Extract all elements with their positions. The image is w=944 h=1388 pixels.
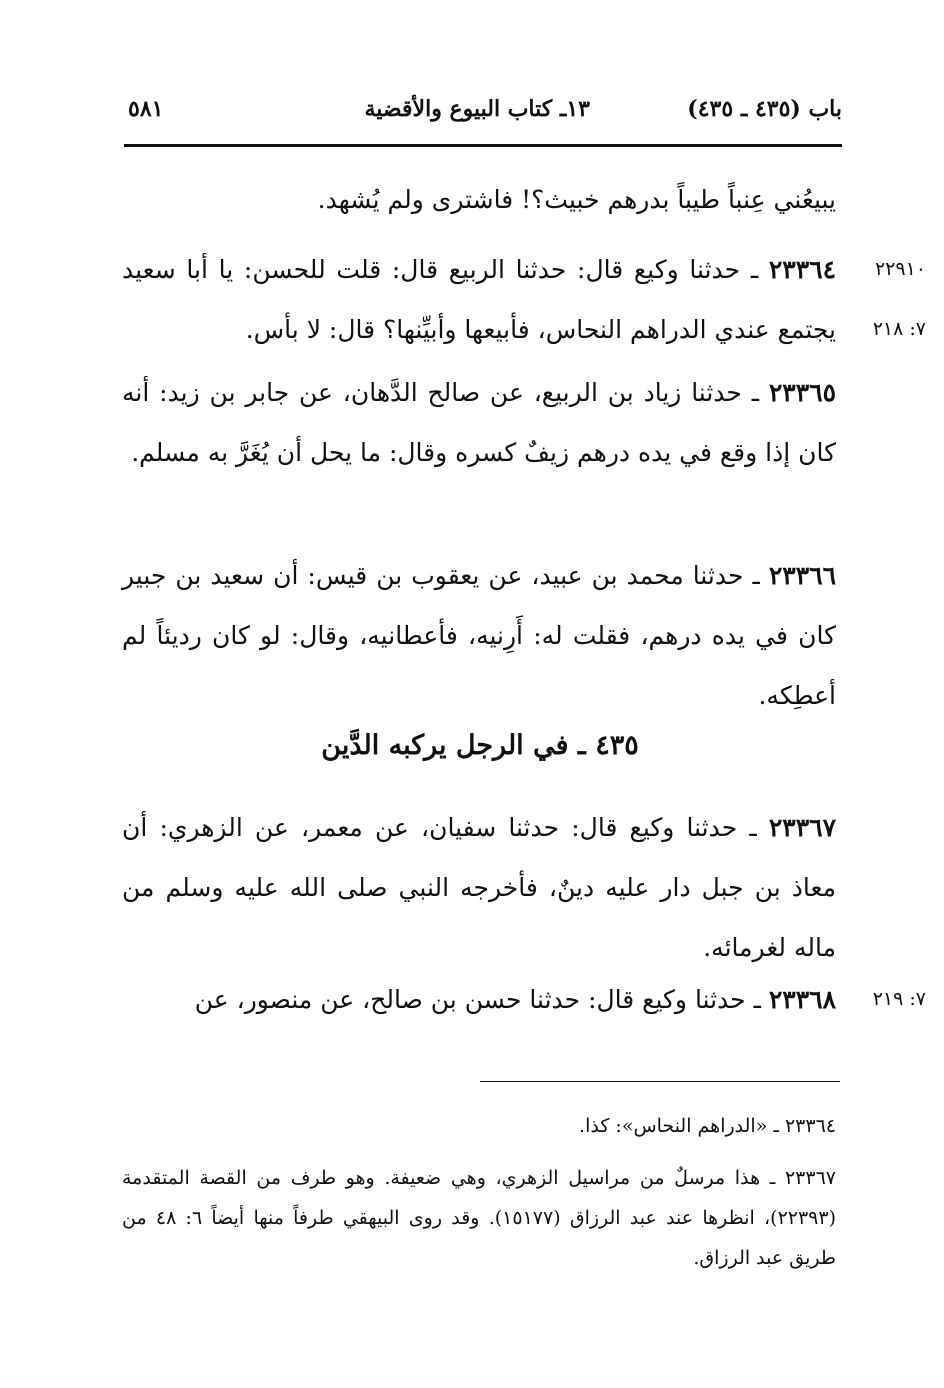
hadith-text: ـ حدثنا وكيع قال: حدثنا حسن بن صالح، عن منصور، عن — [194, 985, 769, 1014]
hadith-number: ٢٣٣٦٤ — [768, 255, 836, 284]
footnote-divider — [480, 1081, 840, 1082]
hadith-number: ٢٣٣٦٥ — [768, 378, 836, 407]
margin-reference-1: ٢٢٩١٠ — [874, 258, 926, 280]
hadith-text: ـ حدثنا محمد بن عبيد، عن يعقوب بن قيس: أن سعيد بن جبير كان في يده درهم، فقلت له: أَرِنيه، فأعطانيه، وقال: لو كان رديئاً لم أعطِكه. — [122, 561, 836, 710]
hadith-number: ٢٣٣٦٨ — [768, 985, 836, 1014]
hadith-text: ـ حدثنا وكيع قال: حدثنا الربيع قال: قلت للحسن: يا أبا سعيد يجتمع عندي الدراهم النحاس، فأبيعها وأبيِّنها؟ قال: لا بأس. — [122, 255, 836, 344]
hadith-23365 — [122, 363, 836, 483]
hadith-23367 — [122, 798, 836, 978]
hadith-number: ٢٣٣٦٧ — [768, 813, 836, 842]
page-header — [124, 96, 842, 136]
hadith-text: ـ حدثنا زياد بن الربيع، عن صالح الدَّهان، عن جابر بن زيد: أنه كان إذا وقع في يده درهم زيفٌ كسره وقال: ما يحل أن يُغَرَّ به مسلم. — [122, 378, 836, 467]
hadith-23366 — [122, 546, 836, 726]
footnote-2: ٢٣٣٦٧ ـ هذا مرسلٌ من مراسيل الزهري، وهي ضعيفة. وهو طرف من القصة المتقدمة (٢٢٣٩٣)، انظرها عند عبد الرزاق (١٥١٧٧). وقد روى البيهقي طرفاً منها أيضاً ٦: ٤٨ من طريق عبد الرزاق. — [122, 1167, 837, 1269]
margin-reference-3: ٧: ٢١٩ — [872, 988, 926, 1010]
hadith-text: ـ حدثنا وكيع قال: حدثنا سفيان، عن معمر، عن الزهري: أن معاذ بن جبل دار عليه دينٌ، فأخرجه النبي صلى الله عليه وسلم من ماله لغرمائه. — [122, 813, 836, 962]
margin-reference-2: ٧: ٢١٨ — [872, 318, 926, 340]
book-title: ١٣ـ كتاب البيوع والأقضية — [364, 96, 590, 122]
header-divider — [124, 144, 842, 147]
hadith-23368 — [122, 970, 836, 1030]
paragraph-continuation: يبيعُني عِنباً طيباً بدرهم خبيث؟! فاشترى ولم يُشهد. — [317, 185, 836, 214]
page-number: ٥٨١ — [128, 96, 164, 122]
hadith-number: ٢٣٣٦٦ — [768, 561, 836, 590]
section-heading: ٤٣٥ ـ في الرجل يركبه الدَّين — [321, 730, 639, 761]
chapter-range: باب (٤٣٥ ـ ٤٣٥) — [687, 96, 842, 122]
footnote-1: ٢٣٣٦٤ ـ «الدراهم النحاس»: كذا. — [579, 1115, 836, 1137]
hadith-23364 — [122, 240, 836, 360]
